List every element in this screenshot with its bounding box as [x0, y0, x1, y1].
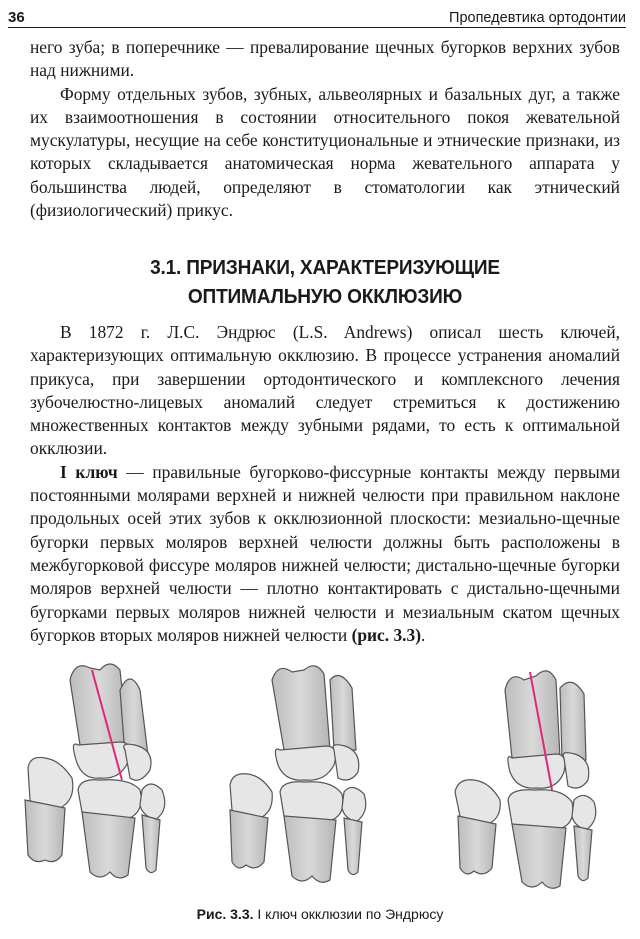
crown-lower-2: [508, 790, 573, 830]
crown-upper-1: [508, 754, 565, 788]
key-label: I ключ: [60, 461, 118, 482]
paragraph-1: него зуба; в поперечнике — превалирование щечных бугорков верхних зубов над нижними.: [30, 37, 620, 81]
crown-lower-3: [140, 784, 165, 820]
crown-lower-3: [342, 787, 366, 822]
root-lower-3: [142, 815, 160, 873]
figure-caption: [0, 906, 640, 922]
section-heading-line-2: ОПТИМАЛЬНУЮ ОККЛЮЗИЮ: [187, 285, 463, 308]
crown-lower-2: [280, 782, 343, 822]
root-lower-3: [574, 826, 592, 881]
upper-tooth-2: [560, 682, 586, 760]
molar-drawing-1: [25, 664, 165, 878]
root-lower-2: [82, 812, 135, 878]
crown-lower-3: [572, 795, 596, 830]
running-title: Пропедевтика ортодонтии: [449, 10, 626, 26]
crown-lower-1: [28, 757, 73, 809]
root-lower-2: [284, 816, 336, 882]
upper-tooth-2: [330, 676, 356, 751]
caption-label: Рис. 3.3.: [196, 906, 254, 922]
page-header: [8, 2, 626, 26]
root-lower-1: [25, 800, 65, 862]
figure-reference: (рис. 3.3): [351, 624, 422, 645]
paragraph-4-body: — правильные бугорково-фиссурные контакты между первыми постоянными молярами верхней и нижней челюсти при правильном наклоне продольных осей этих зубов к окклюзионной плоскости: мезиально-щечные бугорки первых моляров верхней челюсти должны быть расположены в межбугорковой фиссуре моляров нижней челюсти; дистально-щечные бугорки моляров верхней челюсти — плотно контактировать с дистально-щечными бугорками первых моляров нижней челюсти и мезиальным скатом щечных бугорков вторых моляров нижней челюсти: [30, 461, 621, 645]
root-lower-1: [458, 816, 496, 874]
crown-upper-1: [275, 746, 335, 780]
crown-upper-1: [73, 742, 129, 778]
header-rule: [8, 27, 626, 28]
section-heading: [51, 253, 600, 311]
section-heading-line-1: 3.1. ПРИЗНАКИ, ХАРАКТЕРИЗУЮЩИЕ: [150, 256, 500, 279]
section-text: [30, 321, 620, 647]
occlusion-figure: [0, 650, 640, 895]
molar-drawing-2: [230, 666, 366, 882]
root-lower-1: [230, 810, 268, 868]
molar-drawing-3: [455, 671, 596, 888]
paragraph-3: В 1872 г. Л.С. Эндрюс (L.S. Andrews) описал шесть ключей, характеризующих оптимальную окклюзию. В процессе устранения аномалий прикуса, при завершении ортодонтического и комплексного лечения зубочелюстно-лицевых аномалий следует стремиться к достижению множественных контактов между зубными рядами, то есть к оптимальной окклюзии.: [30, 322, 620, 459]
paragraph-4-end: .: [421, 624, 426, 645]
root-lower-3: [344, 818, 362, 875]
paragraph-4: [30, 461, 620, 647]
root-lower-2: [512, 824, 566, 888]
caption-text: I ключ окклюзии по Эндрюсу: [253, 906, 444, 922]
upper-tooth-1: [272, 666, 330, 750]
paragraph-2: Форму отдельных зубов, зубных, альвеолярных и базальных дуг, а также их взаимоотношения в состоянии относительного покоя жевательной мускулатуры, несущие на себе конституциональные и этнические признаки, из которых складывается анатомическая норма жевательного аппарата у большинства людей, определяют в стоматологии как этнический (физиологический) прикус.: [30, 83, 620, 221]
intro-text: [30, 36, 620, 222]
upper-tooth-1: [70, 664, 128, 745]
page-number: 36: [8, 9, 25, 26]
